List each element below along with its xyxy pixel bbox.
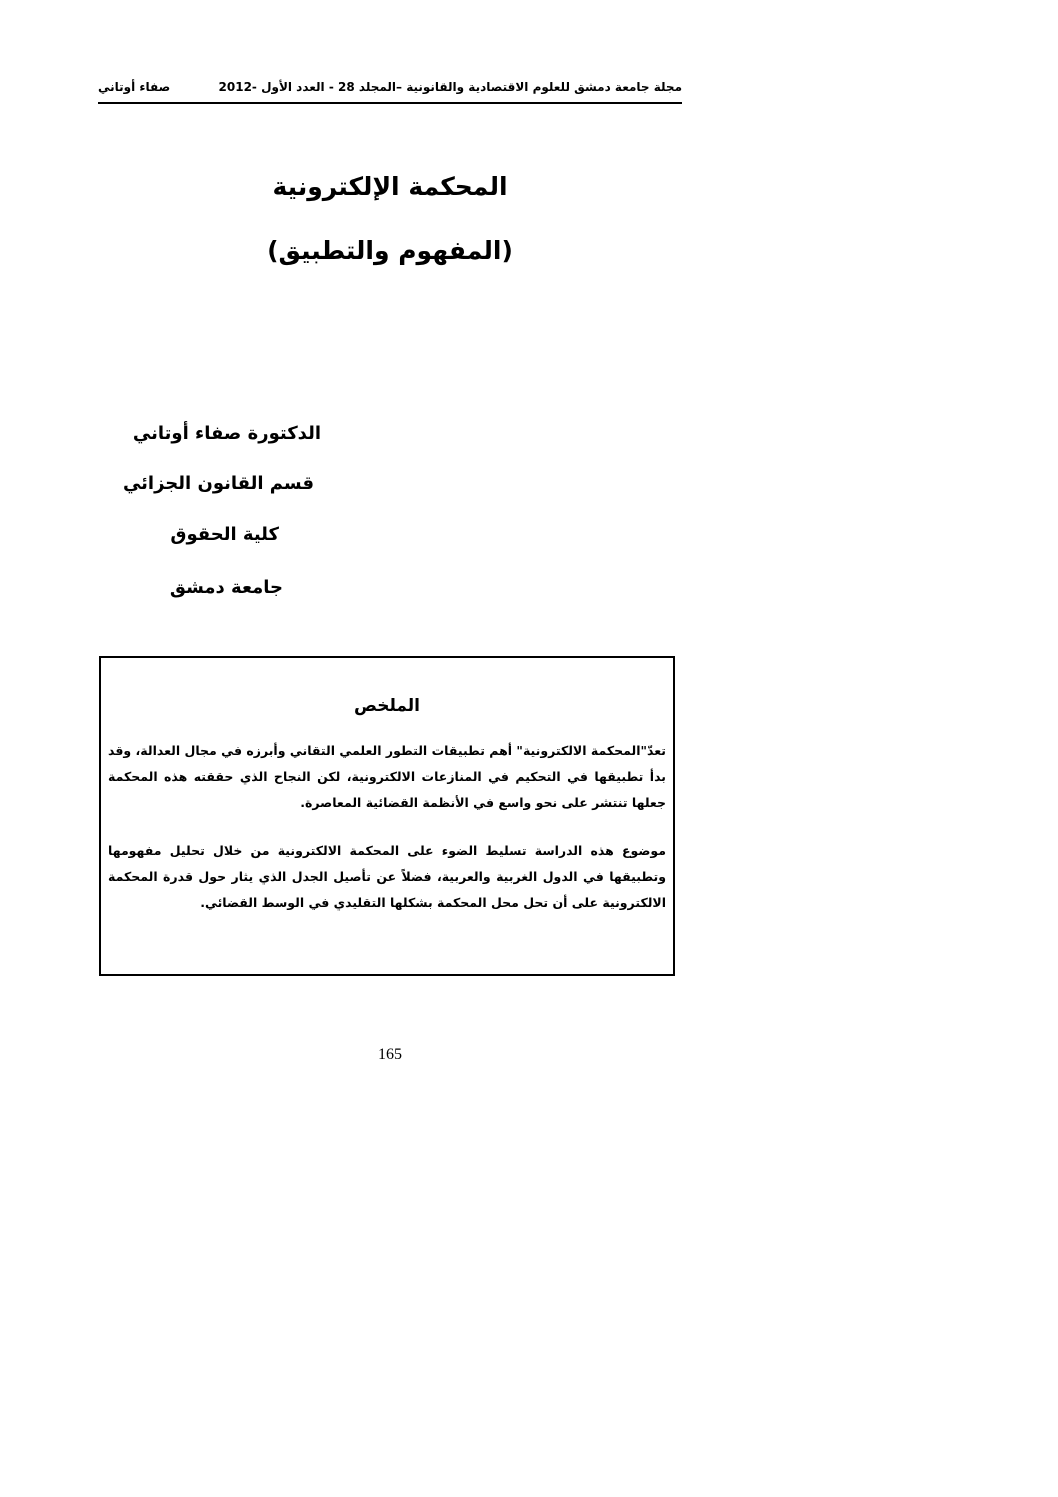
abstract-paragraph: موضوع هذه الدراسة تسليط الضوء على المحكمة الالكترونية من خلال تحليل مفهومها وتطبيقها في الدول الغربية والعربية، فضلاً عن تأصيل الجدل الذي يثار حول قدرة المحكمة الالكترونية على أن تحل محل المحكمة بشكلها التقليدي في الوسط القضائي. — [108, 843, 666, 910]
paper-subtitle: (المفهوم والتطبيق) — [267, 236, 513, 265]
author-faculty: كلية الحقوق — [170, 524, 279, 545]
author-university: جامعة دمشق — [169, 577, 283, 598]
abstract-paragraph: تعدّ"المحكمة الالكترونية" أهم تطبيقات التطور العلمي التقاني وأبرزه في مجال العدالة، وقد بدأ تطبيقها في التحكيم في المنازعات الالكترونية، لكن النجاح الذي حققته هذه المحكمة جعلها تنتشر على نحو واسع في الأنظمة القضائية المعاصرة. — [108, 743, 666, 810]
author-name: الدكتورة صفاء أوتاني — [132, 423, 321, 444]
abstract-heading: الملخص — [354, 696, 420, 716]
page-number: 165 — [378, 1046, 402, 1063]
author-department: قسم القانون الجزائي — [122, 473, 314, 494]
abstract-box — [99, 656, 675, 976]
paper-title: المحكمة الإلكترونية — [272, 172, 508, 201]
header-author-name: صفاء أوتاني — [98, 80, 171, 94]
journal-citation: مجلة جامعة دمشق للعلوم الاقتصادية والقانونية –المجلد 28 - العدد الأول -2012 — [218, 80, 682, 94]
running-header — [98, 72, 682, 104]
